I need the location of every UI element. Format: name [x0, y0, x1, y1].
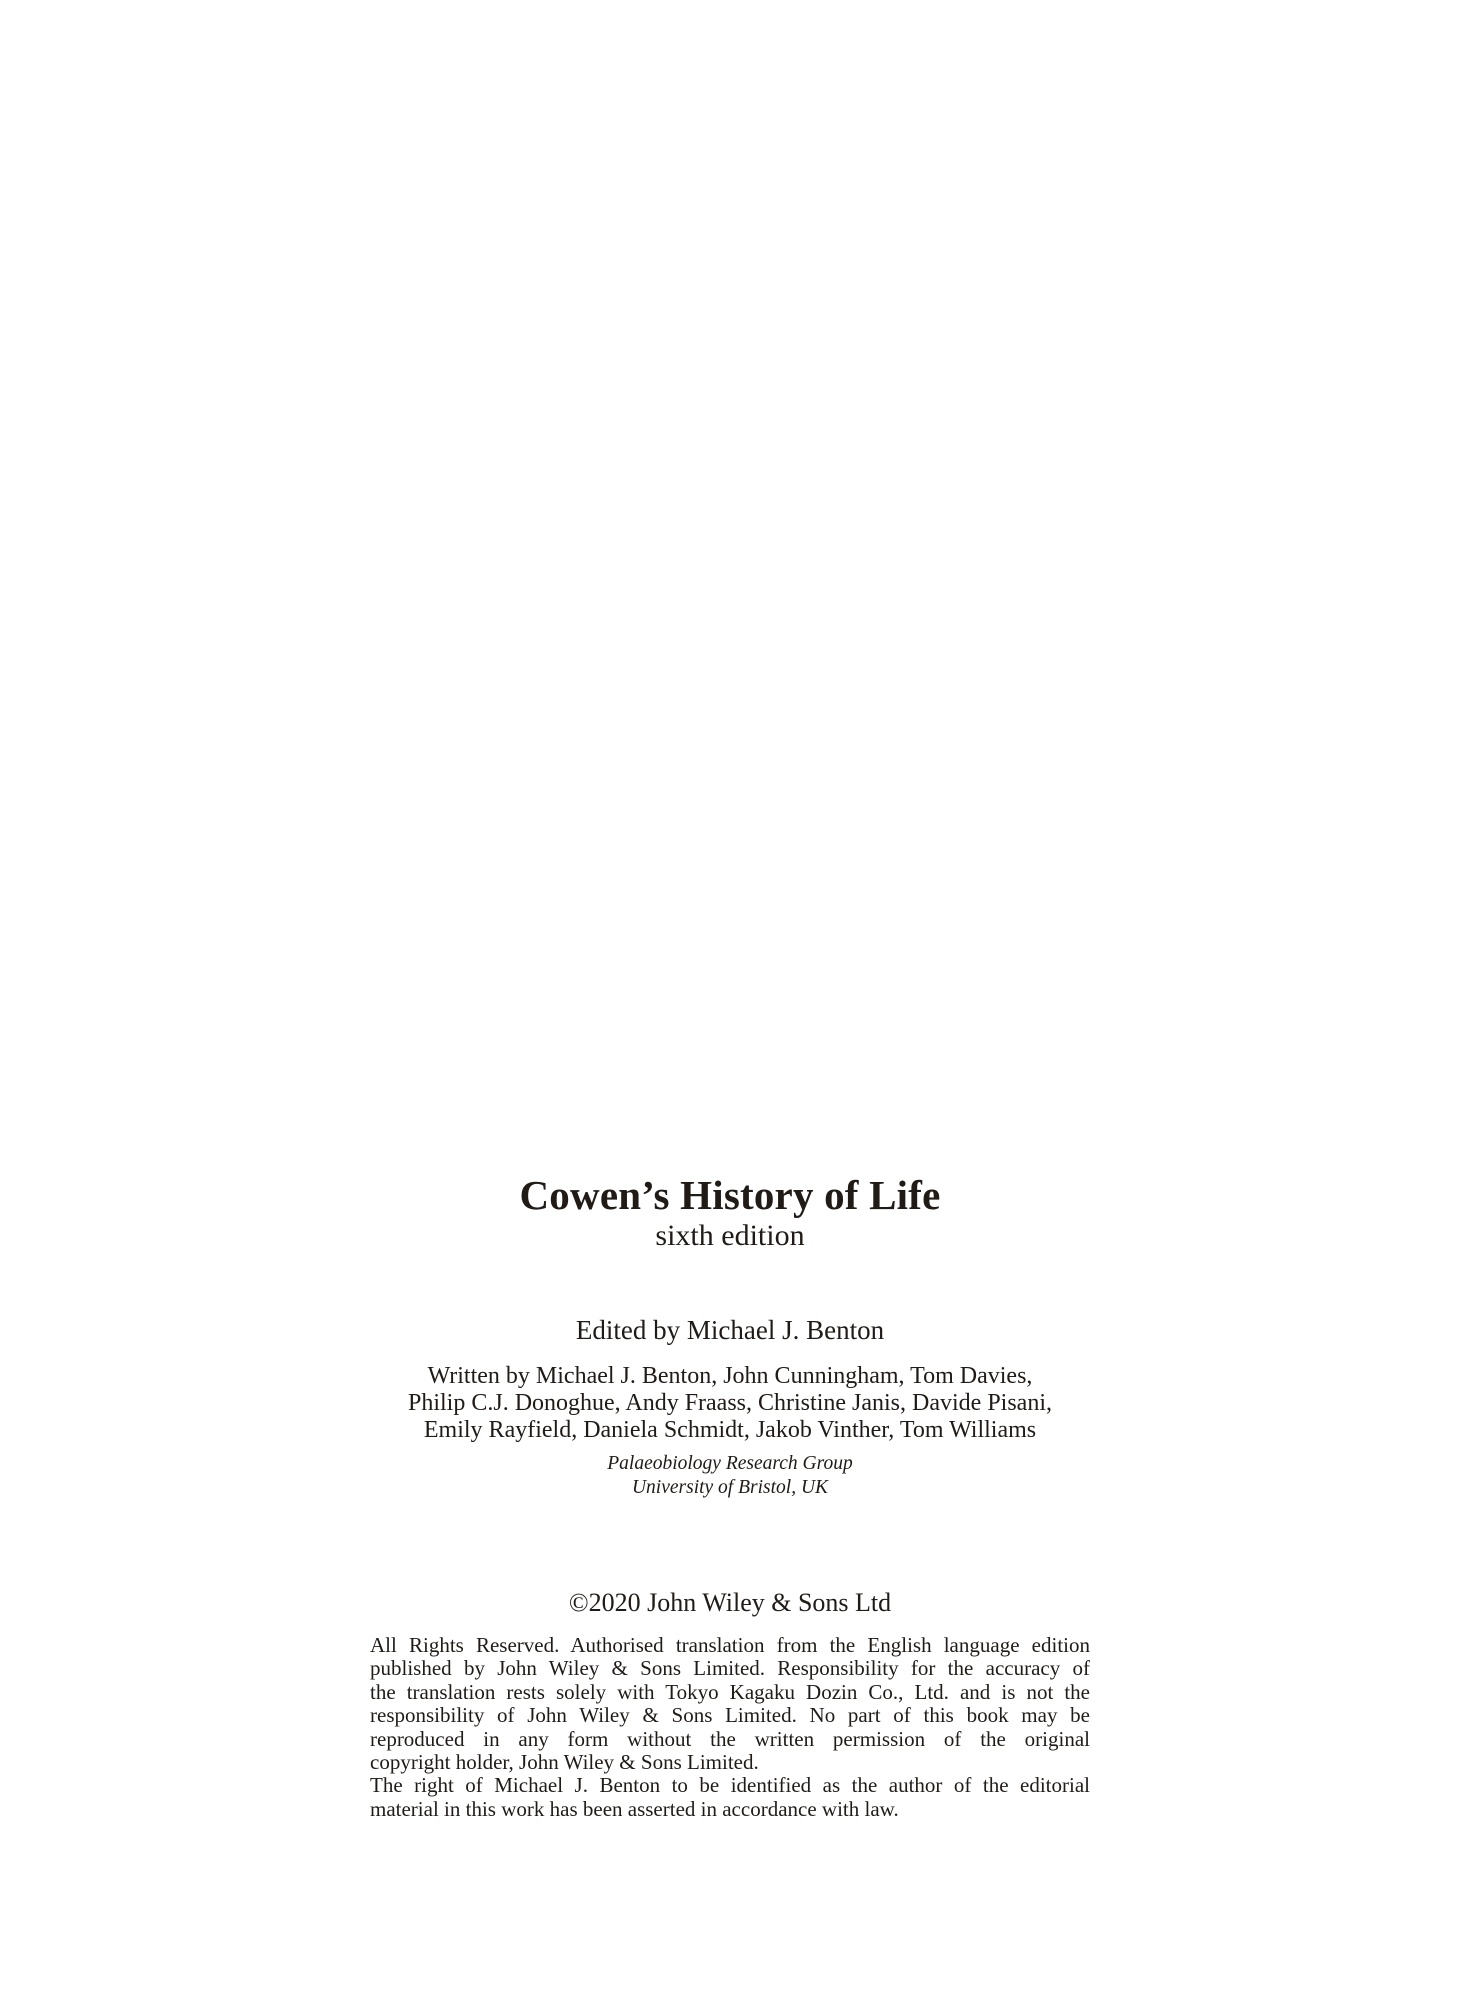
affiliation-line: University of Bristol, UK	[631, 1476, 829, 1498]
rights-paragraph-line: reproduced in any form without the written permission of the original	[370, 1726, 1090, 1751]
rights-paragraph-line: the translation rests solely with Tokyo Kagaku Dozin Co., Ltd. and is not the	[370, 1679, 1090, 1704]
copyright-line: ©2020 John Wiley & Sons Ltd	[568, 1588, 892, 1617]
rights-paragraph-line: material in this work has been asserted in accordance with law.	[370, 1796, 899, 1821]
written-by-block	[370, 1363, 1090, 1444]
rights-paragraph-line: copyright holder, John Wiley & Sons Limited.	[370, 1750, 759, 1775]
written-by-line: Philip C.J. Donoghue, Andy Fraass, Christine Janis, Davide Pisani,	[408, 1390, 1052, 1416]
edited-by-line: Edited by Michael J. Benton	[575, 1315, 885, 1345]
affiliation-block	[370, 1452, 1090, 1499]
rights-paragraph-line: responsibility of John Wiley & Sons Limited. No part of this book may be	[370, 1703, 1090, 1728]
rights-paragraph-line: The right of Michael J. Benton to be identified as the author of the editorial	[370, 1773, 1090, 1798]
written-by-line: Written by Michael J. Benton, John Cunningham, Tom Davies,	[427, 1363, 1033, 1389]
book-title: Cowen’s History of Life	[519, 1172, 941, 1218]
affiliation-line: Palaeobiology Research Group	[607, 1453, 853, 1474]
rights-paragraph	[370, 1634, 1090, 1821]
edition-subtitle: sixth edition	[655, 1219, 805, 1252]
rights-paragraph-line: All Rights Reserved. Authorised translation from the English language edition	[370, 1633, 1090, 1657]
rights-paragraph-line: published by John Wiley & Sons Limited. Responsibility for the accuracy of	[370, 1656, 1090, 1681]
written-by-line: Emily Rayfield, Daniela Schmidt, Jakob Vinther, Tom Williams	[423, 1417, 1037, 1443]
